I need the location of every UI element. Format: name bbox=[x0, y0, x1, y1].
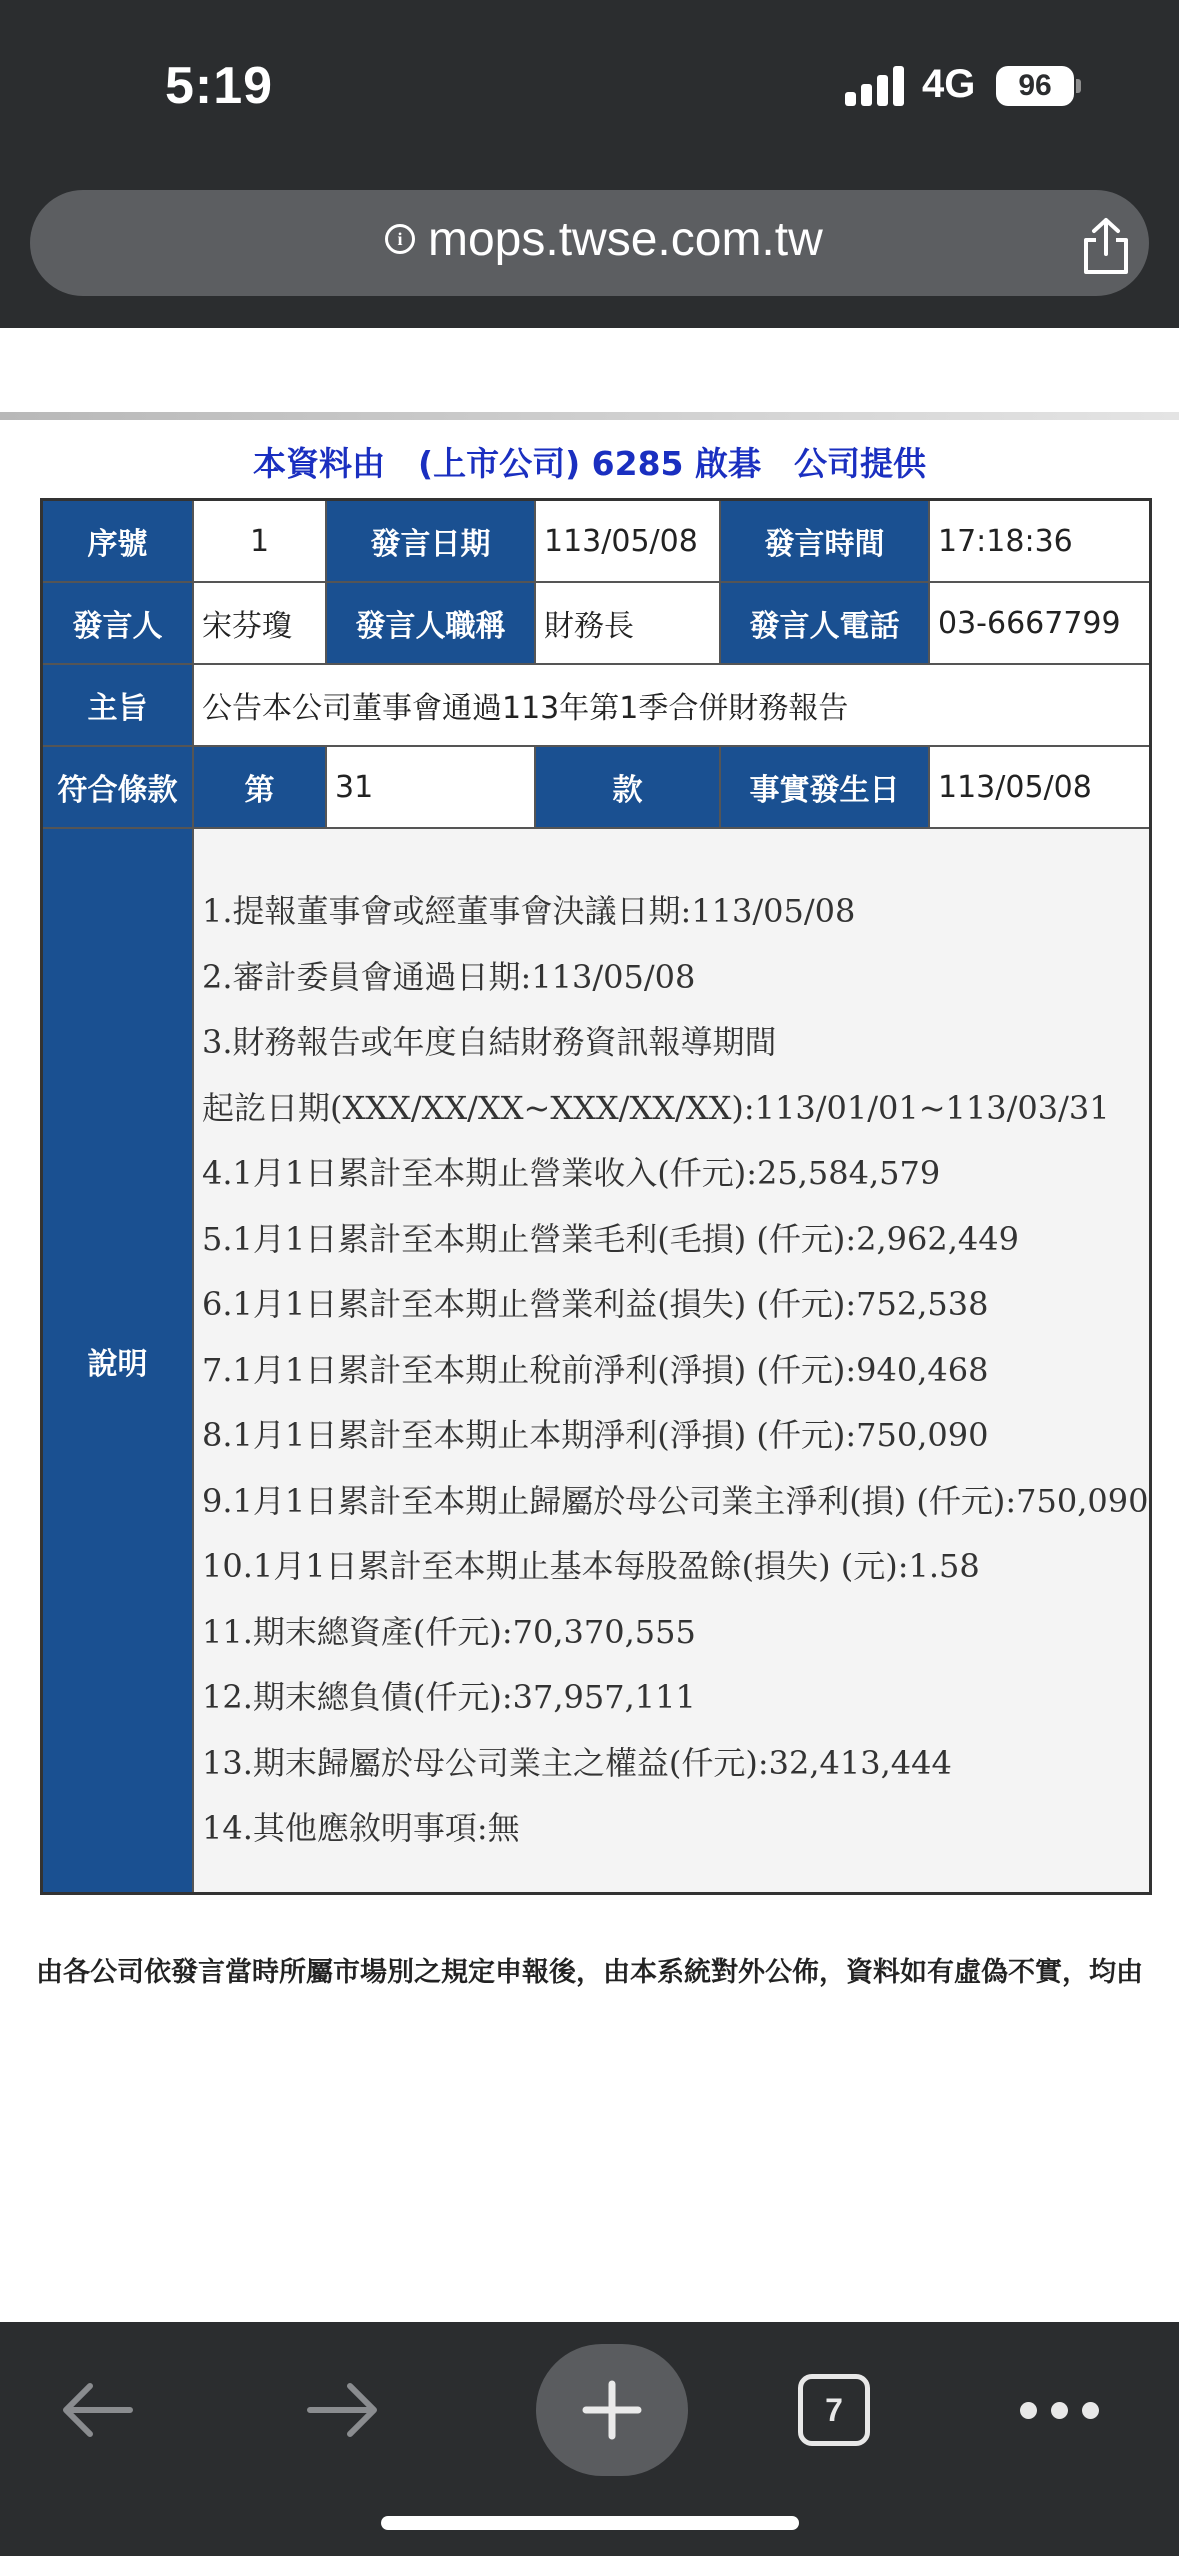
speaker-value: 宋芬瓊 bbox=[194, 583, 327, 663]
speaker-label: 發言人 bbox=[43, 583, 194, 663]
table-row bbox=[43, 829, 1149, 1892]
more-menu-icon[interactable] bbox=[1020, 2392, 1100, 2428]
speaker-title-label: 發言人職稱 bbox=[327, 583, 536, 663]
clause-number: 31 bbox=[327, 747, 536, 827]
announcement-table bbox=[40, 498, 1152, 1895]
phone-value: 03-6667799 bbox=[930, 583, 1149, 663]
description-line: 14.其他應敘明事項:無 bbox=[202, 1809, 520, 1847]
browser-top-chrome bbox=[0, 0, 1179, 328]
seq-label: 序號 bbox=[43, 501, 194, 581]
description-line: 6.1月1日累計至本期止營業利益(損失) (仟元):752,538 bbox=[202, 1285, 989, 1323]
new-tab-button[interactable] bbox=[536, 2344, 688, 2476]
battery-icon: 96 bbox=[996, 66, 1074, 106]
description-line: 起訖日期(XXX/XX/XX~XXX/XX/XX):113/01/01~113/03/31 bbox=[202, 1088, 1110, 1127]
url-text[interactable]: mops.twse.com.tw bbox=[428, 213, 823, 266]
fact-date-value: 113/05/08 bbox=[930, 747, 1149, 827]
description-line: 12.期末總負債(仟元):37,957,111 bbox=[202, 1678, 696, 1716]
table-row bbox=[43, 747, 1149, 829]
description-line: 1.提報董事會或經董事會決議日期:113/05/08 bbox=[202, 892, 856, 930]
table-row bbox=[43, 501, 1149, 583]
seq-value: 1 bbox=[194, 501, 327, 581]
description-line: 10.1月1日累計至本期止基本每股盈餘(損失) (元):1.58 bbox=[202, 1547, 980, 1585]
description-line: 7.1月1日累計至本期止稅前淨利(淨損) (仟元):940,468 bbox=[202, 1350, 989, 1389]
source-line: 本資料由 (上市公司) 6285 啟碁 公司提供 bbox=[253, 444, 926, 483]
home-indicator[interactable] bbox=[381, 2516, 799, 2530]
share-icon[interactable] bbox=[1078, 216, 1134, 276]
clause-prefix: 第 bbox=[194, 747, 327, 827]
description-line: 8.1月1日累計至本期止本期淨利(淨損) (仟元):750,090 bbox=[202, 1416, 989, 1454]
subject-value: 公告本公司董事會通過113年第1季合併財務報告 bbox=[194, 665, 1149, 745]
subject-label: 主旨 bbox=[43, 665, 194, 745]
address-bar[interactable] bbox=[30, 190, 1149, 296]
forward-arrow-icon[interactable] bbox=[306, 2380, 380, 2440]
info-icon[interactable]: i bbox=[385, 224, 415, 254]
description-line: 4.1月1日累計至本期止營業收入(仟元):25,584,579 bbox=[202, 1154, 941, 1192]
clause-label: 符合條款 bbox=[43, 747, 194, 827]
description-body bbox=[194, 829, 1149, 1892]
description-line: 2.審計委員會通過日期:113/05/08 bbox=[202, 957, 696, 996]
date-label: 發言日期 bbox=[327, 501, 536, 581]
table-row bbox=[43, 665, 1149, 747]
status-time: 5:19 bbox=[165, 57, 274, 115]
clause-suffix: 款 bbox=[536, 747, 721, 827]
description-line: 3.財務報告或年度自結財務資訊報導期間 bbox=[202, 1023, 777, 1061]
tabs-button[interactable]: 7 bbox=[798, 2374, 870, 2446]
back-arrow-icon[interactable] bbox=[60, 2380, 134, 2440]
network-type: 4G bbox=[922, 62, 976, 106]
plus-icon bbox=[536, 2344, 688, 2476]
speaker-title-value: 財務長 bbox=[536, 583, 721, 663]
time-value: 17:18:36 bbox=[930, 501, 1149, 581]
cellular-signal-icon bbox=[845, 66, 905, 106]
date-value: 113/05/08 bbox=[536, 501, 721, 581]
page-divider bbox=[0, 412, 1179, 420]
description-line: 5.1月1日累計至本期止營業毛利(毛損) (仟元):2,962,449 bbox=[202, 1219, 1020, 1258]
description-line: 13.期末歸屬於母公司業主之權益(仟元):32,413,444 bbox=[202, 1743, 952, 1782]
description-line: 9.1月1日累計至本期止歸屬於母公司業主淨利(損) (仟元):750,090 bbox=[202, 1481, 1149, 1520]
fact-date-label: 事實發生日 bbox=[721, 747, 930, 827]
table-row bbox=[43, 583, 1149, 665]
description-line: 11.期末總資產(仟元):70,370,555 bbox=[202, 1612, 696, 1651]
battery-tip bbox=[1076, 79, 1081, 93]
description-label: 說明 bbox=[43, 829, 194, 1892]
disclaimer-text: 由各公司依發言當時所屬市場別之規定申報後，由本系統對外公佈，資料如有虛偽不實，均由 bbox=[36, 1957, 1143, 1988]
time-label: 發言時間 bbox=[721, 501, 930, 581]
phone-label: 發言人電話 bbox=[721, 583, 930, 663]
